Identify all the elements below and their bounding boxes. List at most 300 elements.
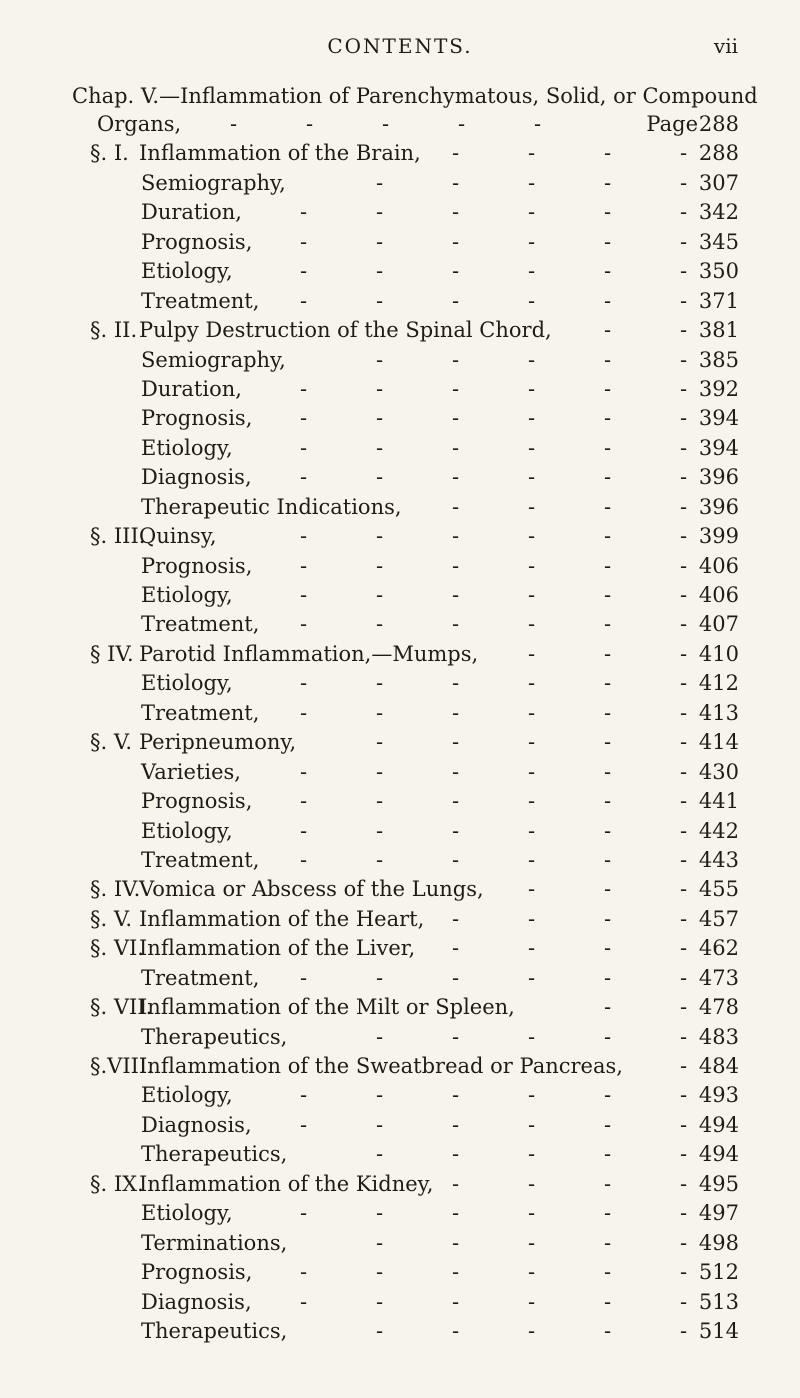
toc-section-number: §. III. [90,524,146,549]
toc-entry-page: 406 [698,583,739,607]
toc-entry-title: Etiology, [141,671,233,696]
leader-dash: - [604,200,612,225]
toc-entry-page: 495 [698,1171,739,1196]
leader-dash: - [376,259,384,284]
leader-dash: - [376,789,384,814]
leader-dash: - [376,671,384,696]
leader-dash: - [376,524,384,549]
leader-dash: - [452,494,460,519]
leader-dash: - [452,1083,460,1108]
leader-dash: - [376,1112,384,1137]
toc-entry-page: 473 [698,965,739,990]
toc-entry-page: 483 [698,1024,739,1049]
leader-dash: - [376,583,384,607]
leader-dash: - [528,936,536,961]
leader-dash: - [604,789,612,814]
leader-dash: - [452,1112,460,1137]
toc-entry-title: Prognosis, [141,1260,253,1285]
toc-row [0,1256,800,1285]
toc-row [0,226,800,255]
toc-row [0,932,800,961]
leader-dash: - [452,1260,460,1285]
toc-entry-page: 497 [698,1201,739,1226]
leader-dash: - [300,435,308,460]
leader-dash: - [680,318,688,343]
toc-entry-page: 462 [698,936,739,961]
leader-dash: - [300,818,308,843]
leader-dash: - [604,671,612,696]
leader-dash: - [452,435,460,460]
leader-dash: - [680,1201,688,1226]
leader-dash: - [604,583,612,607]
chapter-heading: Chap. V.—Inflammation of Parenchymatous, Solid, or Compound [72,84,758,108]
leader-dash: - [680,288,688,313]
toc-entry-title: Etiology, [141,818,233,843]
leader-dash: - [604,376,612,401]
leader-dash: - [528,906,536,931]
leader-dash: - [604,1201,612,1226]
toc-entry-page: 413 [698,700,739,725]
leader-dash: - [680,583,688,607]
leader-dash: - [680,435,688,460]
leader-dash: - [300,376,308,401]
leader-dash: - [300,553,308,578]
leader-dash: - [452,965,460,990]
toc-entry-title: Inflammation of the Liver, [139,936,416,961]
leader-dash: - [528,641,536,666]
leader-dash: - [604,759,612,784]
leader-dash: - [300,288,308,313]
toc-row [0,579,800,608]
toc-row [0,1286,800,1315]
leader-dash: - [300,700,308,725]
leader-dash: - [300,789,308,814]
toc-entry-page: 494 [698,1112,739,1137]
toc-entry-page: 478 [698,995,739,1020]
leader-dash: - [452,170,460,195]
page-header [0,34,800,64]
toc-row [0,1050,800,1079]
leader-dash: - [452,583,460,607]
page-label: Page [646,112,698,136]
toc-row [0,373,800,402]
leader-dash: - [604,1112,612,1137]
toc-section-number: §. VI. [90,936,144,961]
leader-dash: - [300,259,308,284]
leader-dash: - [604,847,612,872]
toc-entry-title: Prognosis, [141,406,253,431]
leader-dash: - [376,730,384,755]
toc-entry-title: Inflammation of the Milt or Spleen, [139,995,515,1020]
leader-dash: - [528,818,536,843]
toc-entry-title: Inflammation of the Kidney, [139,1171,434,1196]
leader-dash: - [452,406,460,431]
leader-dash: - [452,200,460,225]
leader-dash: - [680,1112,688,1137]
table-of-contents [0,108,800,1344]
toc-row [0,520,800,549]
toc-entry-page: 443 [698,847,739,872]
leader-dash: - [680,1230,688,1255]
leader-dash: - [300,200,308,225]
leader-dash: - [528,1318,536,1343]
toc-entry-title: Terminations, [141,1230,288,1255]
leader-dash: - [452,288,460,313]
leader-dash: - [376,1083,384,1108]
toc-row [0,1021,800,1050]
leader-dash: - [528,789,536,814]
toc-entry-page: 407 [698,612,739,637]
page-number: vii [713,34,738,58]
toc-row [0,697,800,726]
leader-dash: - [528,170,536,195]
leader-dash: - [604,730,612,755]
leader-dash: - [680,612,688,637]
toc-entry-title: Treatment, [141,288,260,313]
leader-dash: - [604,465,612,490]
leader-dash: - [376,818,384,843]
toc-entry-page: 345 [698,229,739,254]
toc-entry-page: 350 [698,259,739,284]
toc-row [0,726,800,755]
leader-dash: - [604,141,612,166]
toc-row [0,255,800,284]
leader-dash: - [680,259,688,284]
leader-dash: - [452,229,460,254]
leader-dash: - [680,1142,688,1167]
leader-dash: - [680,936,688,961]
running-title: CONTENTS. [327,34,473,58]
toc-entry-page: 371 [698,288,739,313]
leader-dash: - [680,553,688,578]
toc-row [0,1079,800,1108]
leader-dash: - [300,406,308,431]
leader-dash: - [376,465,384,490]
leader-dash: - [528,1201,536,1226]
leader-dash: - [300,965,308,990]
leader-dash: - [376,200,384,225]
leader-dash: - [528,465,536,490]
toc-entry-title: Organs, [97,112,182,136]
toc-entry-title: Etiology, [141,1083,233,1108]
toc-entry-page: 385 [698,347,739,372]
leader-dash: - [376,759,384,784]
toc-row [0,137,800,166]
leader-dash: - [604,229,612,254]
toc-row [0,962,800,991]
leader-dash: - [376,1289,384,1314]
leader-dash: - [376,1260,384,1285]
leader-dash: - [528,259,536,284]
toc-entry-title: Duration, [141,376,242,401]
leader-dash: - [604,406,612,431]
leader-dash: - [680,1083,688,1108]
toc-entry-title: Treatment, [141,612,260,637]
toc-entry-title: Peripneumony, [139,730,297,755]
toc-section-number: §. V. [90,906,133,931]
toc-row [0,638,800,667]
toc-entry-title: Diagnosis, [141,1289,252,1314]
toc-entry-title: Inflammation of the Sweatbread or Pancreas, [139,1054,623,1078]
leader-dash: - [452,671,460,696]
leader-dash: - [604,936,612,961]
leader-dash: - [376,170,384,195]
leader-dash: - [452,465,460,490]
toc-section-number: §. V. [90,730,133,755]
toc-entry-title: Vomica or Abscess of the Lungs, [139,877,484,902]
leader-dash: - [680,847,688,872]
toc-section-number: §. I. [90,141,129,166]
toc-row [0,285,800,314]
leader-dash: - [528,700,536,725]
leader-dash: - [452,259,460,284]
leader-dash: - [376,700,384,725]
leader-dash: - [528,347,536,372]
leader-dash: - [680,730,688,755]
toc-entry-page: 381 [698,318,739,343]
toc-entry-title: Treatment, [141,847,260,872]
leader-dash: - [300,465,308,490]
toc-section-number: §. IX. [90,1171,144,1196]
leader-dash: - [452,700,460,725]
toc-entry-title: Quinsy, [139,524,217,549]
toc-entry-title: Treatment, [141,965,260,990]
leader-dash: - [452,847,460,872]
toc-row [0,402,800,431]
toc-entry-page: 414 [698,730,739,755]
leader-dash: - [376,553,384,578]
leader-dash: - [604,1083,612,1108]
leader-dash: - [528,229,536,254]
leader-dash: - [376,965,384,990]
leader-dash: - [452,524,460,549]
leader-dash: - [680,170,688,195]
leader-dash: - [300,612,308,637]
leader-dash: - [528,1230,536,1255]
leader-dash: - [528,583,536,607]
leader-dash: - [452,1024,460,1049]
leader-dash: - [528,200,536,225]
leader-dash: - [604,288,612,313]
leader-dash: - [604,435,612,460]
leader-dash: - [528,553,536,578]
toc-entry-title: Therapeutics, [141,1318,288,1343]
leader-dash: - [604,1230,612,1255]
toc-entry-page: 396 [698,494,739,519]
leader-dash: - [680,965,688,990]
leader-dash: - [452,347,460,372]
toc-row [0,550,800,579]
leader-dash: - [376,1024,384,1049]
toc-row [0,873,800,902]
leader-dash: - [680,347,688,372]
toc-entry-page: 307 [698,170,739,195]
leader-dash: - [452,553,460,578]
leader-dash: - [300,671,308,696]
leader-dash: - [528,1024,536,1049]
toc-entry-page: 342 [698,200,739,225]
leader-dash: - [680,1171,688,1196]
toc-row [0,903,800,932]
leader-dash: - [300,1260,308,1285]
leader-dash: - [528,1289,536,1314]
toc-entry-page: 394 [698,435,739,460]
leader-dash: - [604,1289,612,1314]
leader-dash: - [680,1318,688,1343]
leader-dash: - [300,524,308,549]
leader-dash: - [452,818,460,843]
leader-dash: - [528,524,536,549]
toc-entry-page: 457 [698,906,739,931]
leader-dash: - [300,1112,308,1137]
toc-entry-page: 441 [698,789,739,814]
leader-dash: - [376,435,384,460]
leader-dash: - [528,847,536,872]
leader-dash: - [376,229,384,254]
leader-dash: - [528,494,536,519]
toc-section-number: § IV. [90,641,134,666]
toc-row [0,815,800,844]
toc-row [0,1315,800,1344]
toc-entry-page: 484 [698,1054,739,1078]
toc-entry-page: 396 [698,465,739,490]
leader-dash: - [680,376,688,401]
toc-entry-title: Duration, [141,200,242,225]
leader-dash: - [604,995,612,1020]
toc-entry-title: Varieties, [141,759,241,784]
leader-dash: - [680,995,688,1020]
leader-dash: - [528,877,536,902]
toc-row [0,491,800,520]
leader-dash: - [680,229,688,254]
toc-section-number: §. II. [90,318,138,343]
toc-entry-title: Semiography, [141,347,286,372]
toc-entry-title: Etiology, [141,259,233,284]
leader-dash: - [604,524,612,549]
leader-dash: - [680,1024,688,1049]
toc-entry-page: 430 [698,759,739,784]
leader-dash: - [300,1083,308,1108]
leader-dash: - [604,700,612,725]
leader-dash: - [452,1230,460,1255]
toc-row [0,344,800,373]
toc-entry-page: 410 [698,641,739,666]
toc-section-number: §.VIII. [90,1054,154,1078]
leader-dash: - [604,612,612,637]
toc-entry-title: Therapeutics, [141,1142,288,1167]
toc-entry-title: Semiography, [141,170,286,195]
leader-dash: - [452,1289,460,1314]
leader-dash: - [376,288,384,313]
leader-dash: - [604,1318,612,1343]
leader-dash: - [376,1318,384,1343]
leader-dash: - [680,671,688,696]
leader-dash: - [528,288,536,313]
toc-row [0,1109,800,1138]
toc-entry-page: 442 [698,818,739,843]
toc-entry-page: 493 [698,1083,739,1108]
leader-dash: - [528,435,536,460]
toc-row [0,432,800,461]
toc-row [0,608,800,637]
toc-entry-page: 512 [698,1260,739,1285]
toc-row [0,785,800,814]
leader-dash: - [452,730,460,755]
leader-dash: - [452,1171,460,1196]
toc-entry-page: 392 [698,376,739,401]
toc-row [0,1138,800,1167]
leader-dash: - [680,700,688,725]
leader-dash: - [680,1260,688,1285]
leader-dash: - [528,1112,536,1137]
leader-dash: - [604,965,612,990]
leader-dash: - [680,1289,688,1314]
leader-dash: - [528,612,536,637]
leader-dash: - [680,465,688,490]
toc-section-number: §. VII. [90,995,153,1020]
toc-entry-title: Parotid Inflammation,—Mumps, [139,641,479,666]
leader-dash: - [604,1260,612,1285]
toc-entry-title: Therapeutic Indications, [141,494,402,519]
leader-dash: - [452,759,460,784]
leader-dash: - [680,406,688,431]
toc-row [0,196,800,225]
leader-dash: - [604,877,612,902]
toc-row [0,1227,800,1256]
toc-entry-title: Inflammation of the Brain, [139,141,421,166]
leader-dash: - [604,494,612,519]
toc-entry-title: Etiology, [141,435,233,460]
leader-dash: - [604,170,612,195]
leader-dash: - [680,759,688,784]
toc-row-chapter-continuation: Organs, - - - - - Page 288 [97,112,739,136]
toc-entry-title: Inflammation of the Heart, [139,906,425,931]
leader-dash: - [452,936,460,961]
leader-dash: - [376,1201,384,1226]
leader-dash: - [452,1318,460,1343]
leader-dash: - [376,612,384,637]
toc-entry-page: 513 [698,1289,739,1314]
toc-entry-page: 399 [698,524,739,549]
leader-dash: - [528,1260,536,1285]
toc-row [0,167,800,196]
leader-dash: - [528,1171,536,1196]
toc-row [0,667,800,696]
toc-row [0,1168,800,1197]
leader-dash: - [680,906,688,931]
toc-row [0,756,800,785]
toc-entry-title: Diagnosis, [141,1112,252,1137]
leader-dash: - [680,200,688,225]
leader-dash: - [604,1024,612,1049]
toc-entry-title: Therapeutics, [141,1024,288,1049]
toc-entry-title: Prognosis, [141,229,253,254]
leader-dash: - [528,406,536,431]
toc-row [0,314,800,343]
leader-dash: - [680,141,688,166]
leader-dash: - [604,347,612,372]
leader-dash: - [376,376,384,401]
toc-entry-page: 498 [698,1230,739,1255]
leader-dash: - [376,847,384,872]
toc-entry-title: Diagnosis, [141,465,252,490]
toc-entry-title: Treatment, [141,700,260,725]
leader-dash: - [604,553,612,578]
toc-section-number: §. IV. [90,877,141,902]
leader-dash: - [528,1083,536,1108]
leader-dash: - [528,730,536,755]
leader-dash: - [604,318,612,343]
